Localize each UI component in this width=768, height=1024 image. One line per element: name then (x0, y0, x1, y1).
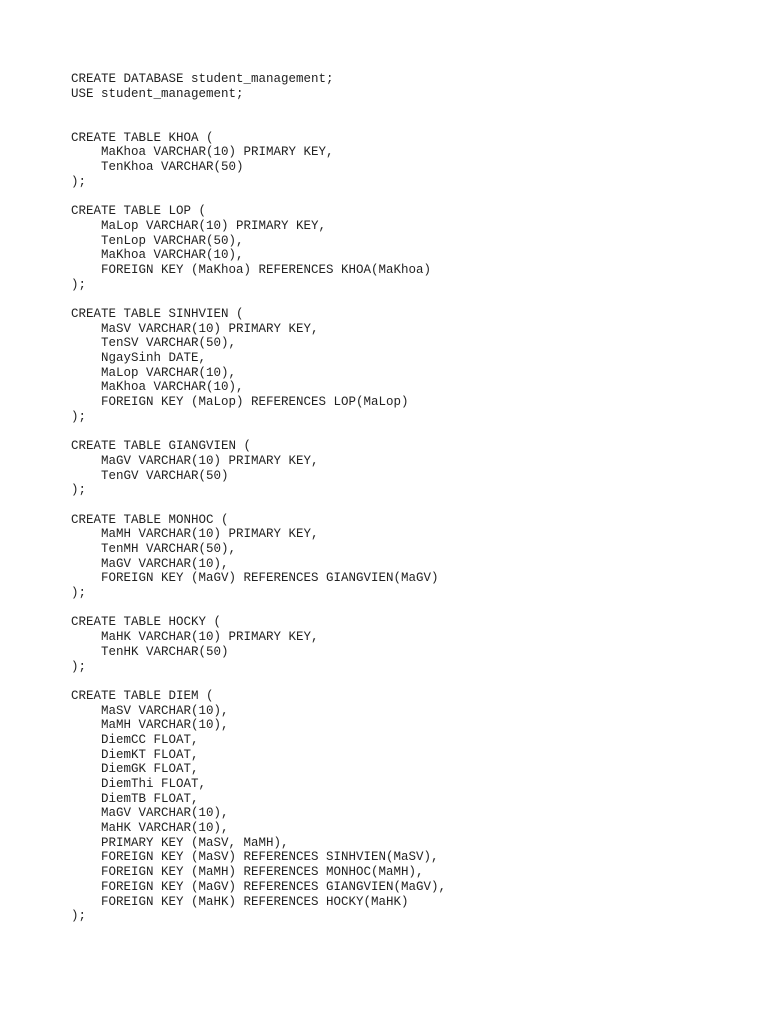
code-line: CREATE TABLE SINHVIEN ( (71, 307, 244, 321)
code-line: ); (71, 277, 87, 292)
code-line: MaKhoa VARCHAR(10), (71, 248, 244, 263)
code-line: MaKhoa VARCHAR(10) PRIMARY KEY, (71, 145, 334, 160)
code-line: CREATE TABLE GIANGVIEN ( (71, 439, 252, 454)
code-line: DiemGK FLOAT, (71, 762, 199, 777)
code-line: ); (71, 483, 87, 498)
code-line: MaGV VARCHAR(10), (71, 806, 229, 821)
code-line: CREATE TABLE LOP ( (71, 204, 207, 219)
code-line: ); (71, 409, 87, 424)
code-line: FOREIGN KEY (MaHK) REFERENCES HOCKY(MaHK) (71, 894, 409, 909)
code-line: CREATE TABLE HOCKY ( (71, 615, 222, 630)
code-line: TenKhoa VARCHAR(50) (71, 160, 244, 175)
code-line: TenGV VARCHAR(50) (71, 468, 229, 483)
code-line (71, 498, 751, 513)
sql-code-block (71, 72, 751, 924)
code-line (71, 116, 751, 131)
code-line: PRIMARY KEY (MaSV, MaMH), (71, 835, 289, 850)
code-line: ); (71, 586, 87, 601)
code-line: FOREIGN KEY (MaGV) REFERENCES GIANGVIEN(MaGV) (71, 571, 439, 586)
code-line: FOREIGN KEY (MaGV) REFERENCES GIANGVIEN(MaGV), (71, 879, 447, 894)
code-line: ); (71, 659, 87, 674)
code-line: FOREIGN KEY (MaMH) REFERENCES MONHOC(MaMH), (71, 865, 424, 880)
code-line: DiemCC FLOAT, (71, 732, 199, 747)
code-line: MaMH VARCHAR(10) PRIMARY KEY, (71, 527, 319, 542)
code-line: TenHK VARCHAR(50) (71, 644, 229, 659)
code-line: DiemTB FLOAT, (71, 791, 199, 806)
code-line: MaLop VARCHAR(10), (71, 365, 237, 380)
code-line: FOREIGN KEY (MaLop) REFERENCES LOP(MaLop) (71, 395, 409, 410)
code-line (71, 101, 751, 116)
code-line (71, 601, 751, 616)
code-line: FOREIGN KEY (MaSV) REFERENCES SINHVIEN(MaSV), (71, 850, 439, 865)
code-line (71, 674, 751, 689)
code-line: MaHK VARCHAR(10), (71, 821, 229, 836)
code-line: CREATE TABLE MONHOC ( (71, 512, 229, 527)
code-line: CREATE TABLE DIEM ( (71, 688, 214, 703)
code-line: MaSV VARCHAR(10) PRIMARY KEY, (71, 321, 319, 336)
code-line: MaSV VARCHAR(10), (71, 703, 229, 718)
sql-document (71, 72, 751, 924)
code-line: MaHK VARCHAR(10) PRIMARY KEY, (71, 630, 319, 645)
code-line: ); (71, 174, 87, 189)
code-line: TenSV VARCHAR(50), (71, 336, 237, 351)
code-line: CREATE DATABASE student_management; (71, 72, 334, 86)
code-line: NgaySinh DATE, (71, 351, 207, 366)
code-line: DiemKT FLOAT, (71, 747, 199, 762)
code-line: FOREIGN KEY (MaKhoa) REFERENCES KHOA(MaKhoa) (71, 262, 432, 277)
code-line: MaGV VARCHAR(10) PRIMARY KEY, (71, 453, 319, 468)
code-line (71, 292, 751, 307)
code-line: MaKhoa VARCHAR(10), (71, 380, 244, 395)
code-line (71, 425, 751, 440)
code-line: ); (71, 909, 87, 924)
code-line: TenLop VARCHAR(50), (71, 233, 244, 248)
code-line: CREATE TABLE KHOA ( (71, 130, 214, 145)
code-line: USE student_management; (71, 86, 244, 101)
code-line: MaLop VARCHAR(10) PRIMARY KEY, (71, 218, 327, 233)
code-line: MaMH VARCHAR(10), (71, 718, 229, 733)
code-line (71, 190, 751, 205)
code-line: DiemThi FLOAT, (71, 777, 207, 791)
code-line: MaGV VARCHAR(10), (71, 556, 229, 571)
code-line: TenMH VARCHAR(50), (71, 542, 237, 556)
